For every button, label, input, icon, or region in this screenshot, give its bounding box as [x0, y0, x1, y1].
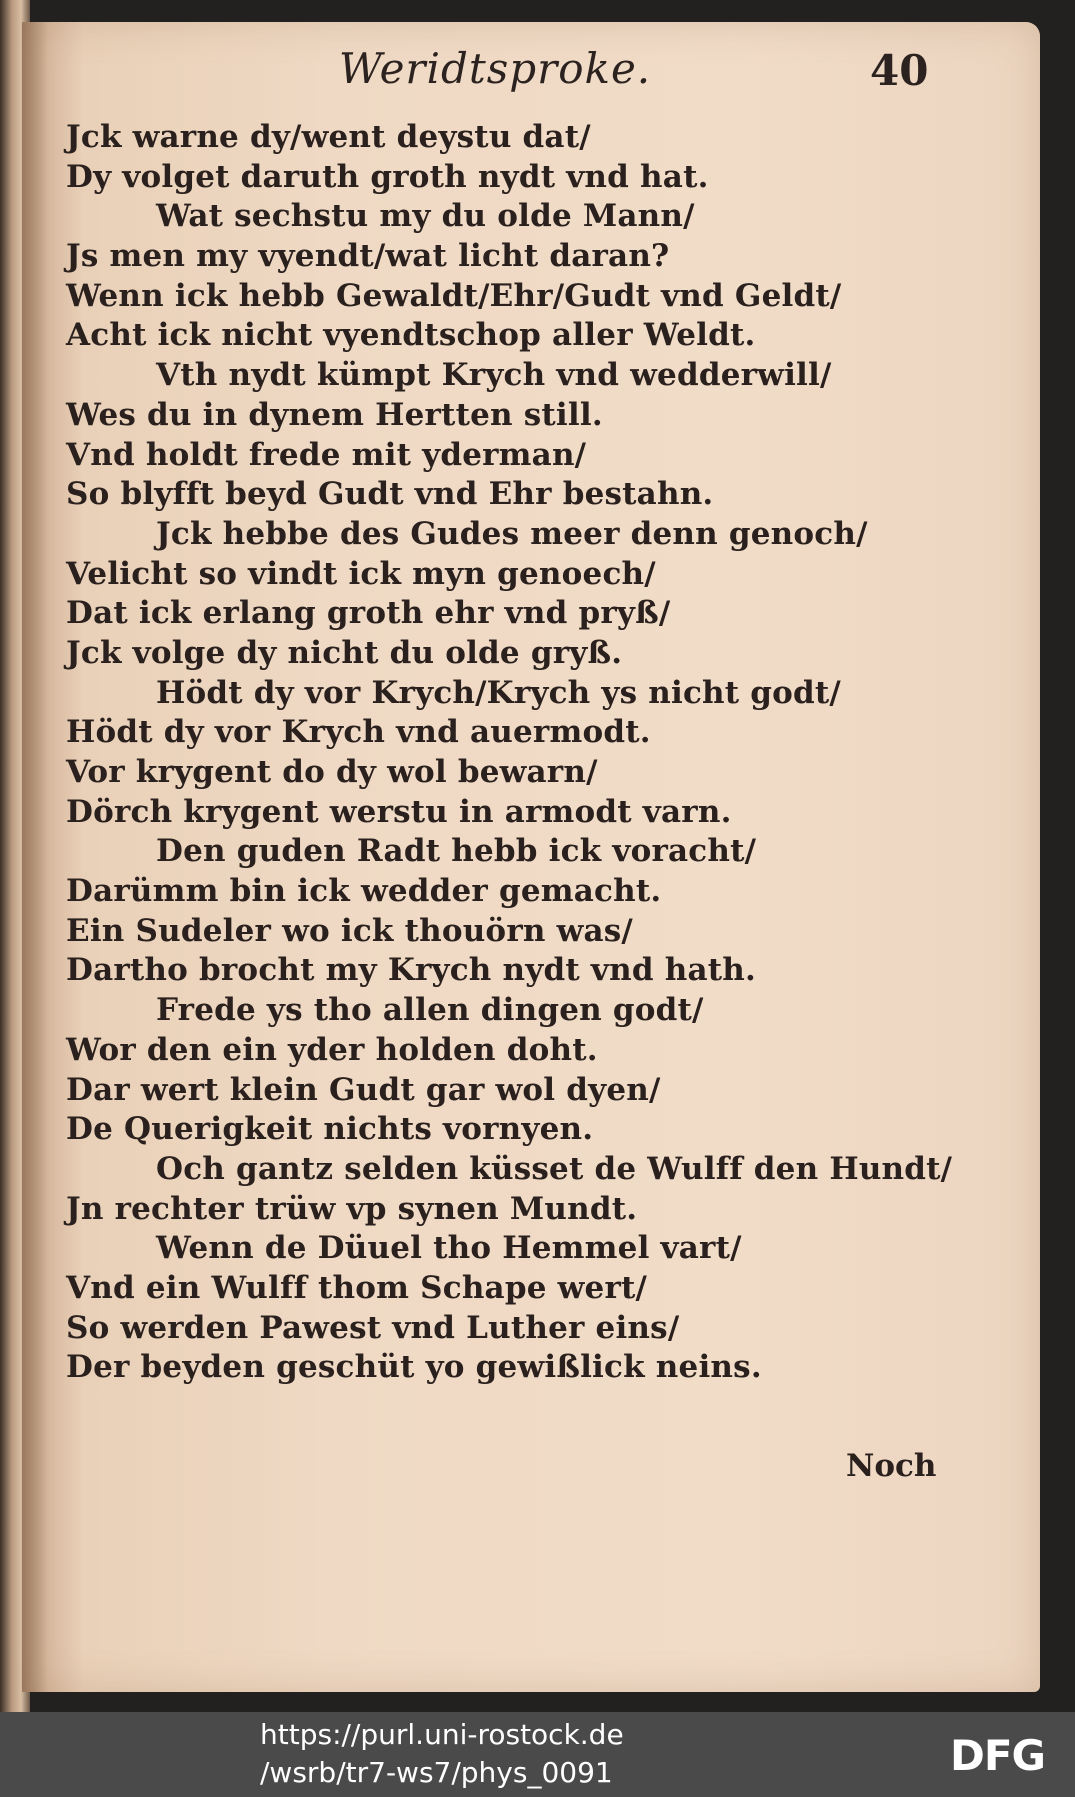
text-line: Vnd holdt frede mit yderman/ — [66, 436, 587, 473]
text-line: Dörch krygent werstu in armodt varn. — [66, 793, 732, 830]
running-header: Weridtsproke. — [338, 44, 652, 93]
text-line: So blyfft beyd Gudt vnd Ehr bestahn. — [66, 476, 714, 513]
text-line: Vnd ein Wulff thom Schape wert/ — [66, 1269, 648, 1306]
text-line: Dat ick erlang groth ehr vnd pryß/ — [66, 595, 671, 632]
text-line: Jck volge dy nicht du olde gryß. — [66, 634, 623, 671]
text-line: De Querigkeit nichts vornyen. — [66, 1111, 594, 1148]
text-line: Wat sechstu my du olde Mann/ — [156, 198, 695, 235]
footer-url[interactable] — [260, 1716, 690, 1792]
footer-url-line-2: /wsrb/tr7-ws7/phys_0091 — [260, 1756, 613, 1789]
text-line: Wenn de Düuel tho Hemmel vart/ — [156, 1230, 742, 1267]
text-line: Och gantz selden küsset de Wulff den Hundt/ — [156, 1150, 953, 1187]
text-line: Hödt dy vor Krych vnd auermodt. — [66, 714, 651, 751]
text-line: Acht ick nicht vyendtschop aller Weldt. — [66, 317, 756, 354]
text-line: Dy volget daruth groth nydt vnd hat. — [66, 158, 709, 195]
text-line: Wes du in dynem Hertten still. — [66, 396, 603, 433]
text-line: Wor den ein yder holden doht. — [66, 1031, 598, 1068]
text-line: Der beyden geschüt yo gewißlick neins. — [66, 1349, 762, 1386]
text-line: Den guden Radt hebb ick voracht/ — [156, 833, 757, 870]
text-line: Velicht so vindt ick myn genoech/ — [66, 555, 656, 592]
page-gutter-shadow — [22, 22, 48, 1692]
text-line: Vor krygent do dy wol bewarn/ — [66, 754, 598, 790]
text-line: So werden Pawest vnd Luther eins/ — [66, 1309, 680, 1346]
text-line: Vth nydt kümpt Krych vnd wedderwill/ — [156, 357, 832, 394]
text-line: Jn rechter trüw vp synen Mundt. — [66, 1190, 638, 1227]
text-line: Dar wert klein Gudt gar wol dyen/ — [66, 1071, 661, 1108]
text-line: Jck warne dy/went deystu dat/ — [66, 119, 591, 155]
dfg-logo: DFG — [950, 1731, 1046, 1780]
text-line: Frede ys tho allen dingen godt/ — [156, 992, 704, 1029]
text-line: Js men my vyendt/wat licht daran? — [66, 238, 670, 275]
text-line: Jck hebbe des Gudes meer denn genoch/ — [156, 515, 868, 552]
text-line: Hödt dy vor Krych/Krych ys nicht godt/ — [156, 674, 841, 711]
text-line: Dartho brocht my Krych nydt vnd hath. — [66, 952, 756, 989]
text-line: Darümm bin ick wedder gemacht. — [66, 873, 662, 910]
page-number: 40 — [870, 46, 929, 95]
text-line: Ein Sudeler wo ick thouörn was/ — [66, 912, 633, 949]
footer-url-line-1: https://purl.uni-rostock.de — [260, 1718, 624, 1751]
catchword: Noch — [846, 1448, 937, 1484]
text-line: Wenn ick hebb Gewaldt/Ehr/Gudt vnd Geldt/ — [66, 277, 842, 314]
poem-text — [66, 118, 966, 1388]
